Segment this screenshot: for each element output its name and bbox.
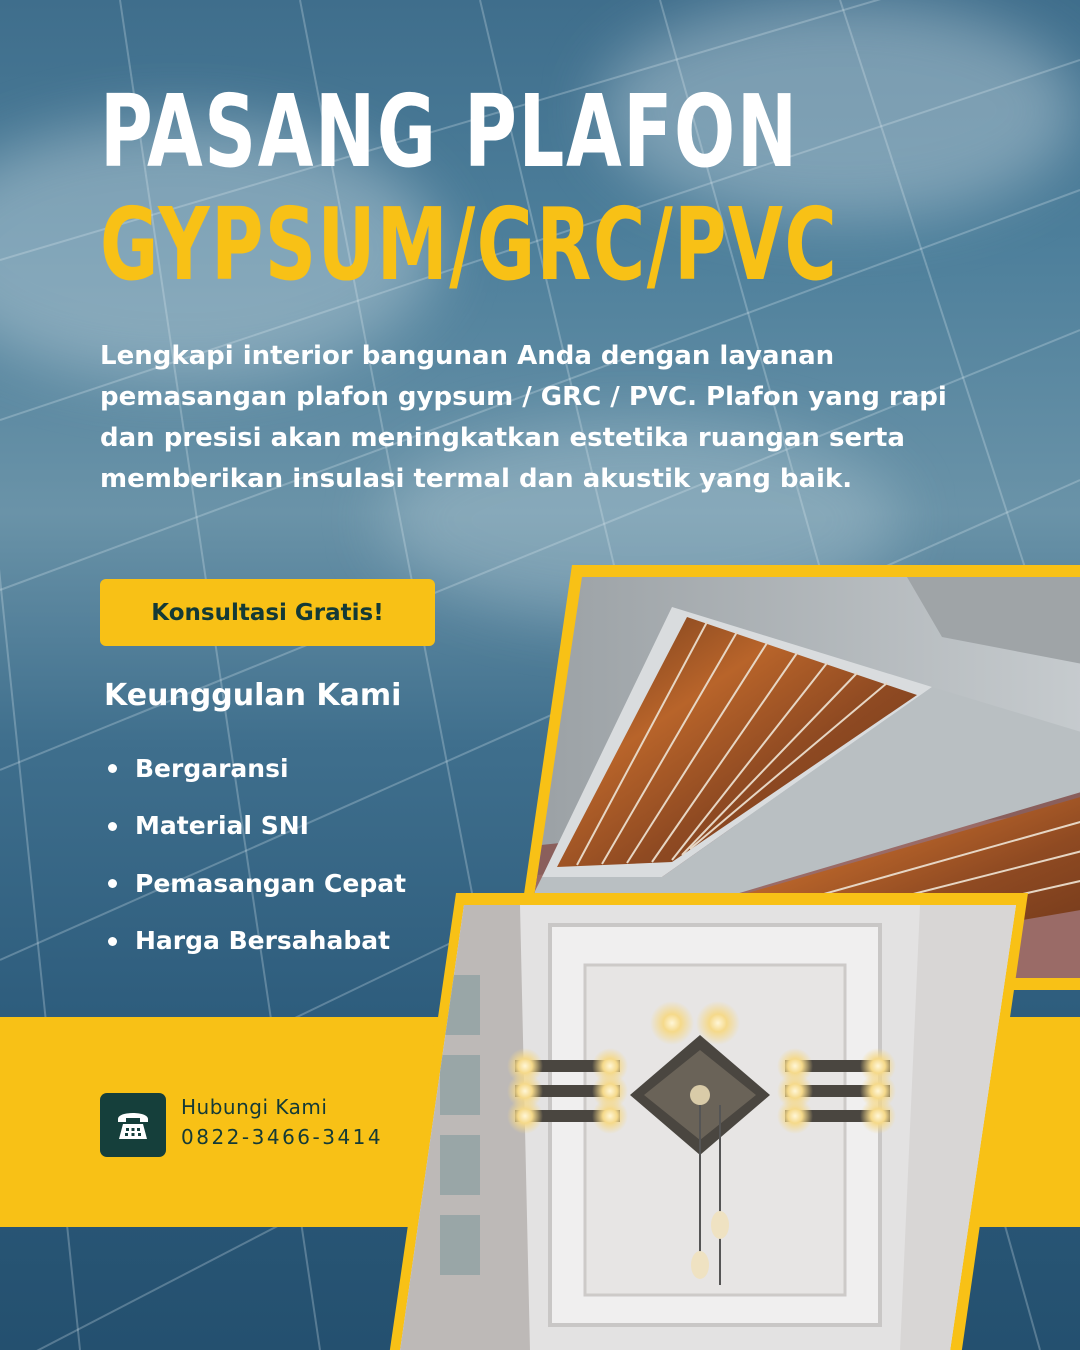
bullet-icon xyxy=(108,937,117,946)
intro-paragraph: Lengkapi interior bangunan Anda dengan layanan pemasangan plafon gypsum / GRC / PVC. Plafon yang rapi dan presisi akan meningkatkan estetika ruangan serta memberikan insulasi termal dan akustik yang baik. xyxy=(100,341,947,494)
telephone-icon xyxy=(114,1107,152,1143)
bullet-icon xyxy=(108,822,117,831)
list-item xyxy=(108,740,406,798)
headline-line-1: PASANG PLAFON xyxy=(100,73,799,190)
consultation-button[interactable]: Konsultasi Gratis! xyxy=(100,579,435,646)
list-item xyxy=(108,798,406,856)
list-item xyxy=(108,855,406,913)
contact-label: Hubungi Kami xyxy=(181,1095,328,1119)
white-gypsum-ceiling-photo xyxy=(388,893,1028,1350)
phone-tile[interactable] xyxy=(100,1093,166,1157)
advantage-label: Pemasangan Cepat xyxy=(135,868,407,898)
bullet-icon xyxy=(108,879,117,888)
advantage-label: Material SNI xyxy=(135,811,309,841)
contact-phone-number[interactable]: 0822-3466-3414 xyxy=(181,1125,384,1149)
list-item xyxy=(108,913,406,971)
advantages-title: Keunggulan Kami xyxy=(104,678,402,713)
advantage-label: Harga Bersahabat xyxy=(135,926,391,956)
advantages-list xyxy=(108,740,406,970)
advantage-label: Bergaransi xyxy=(135,753,289,783)
headline-line-2: GYPSUM/GRC/PVC xyxy=(100,186,839,303)
bullet-icon xyxy=(108,764,117,773)
